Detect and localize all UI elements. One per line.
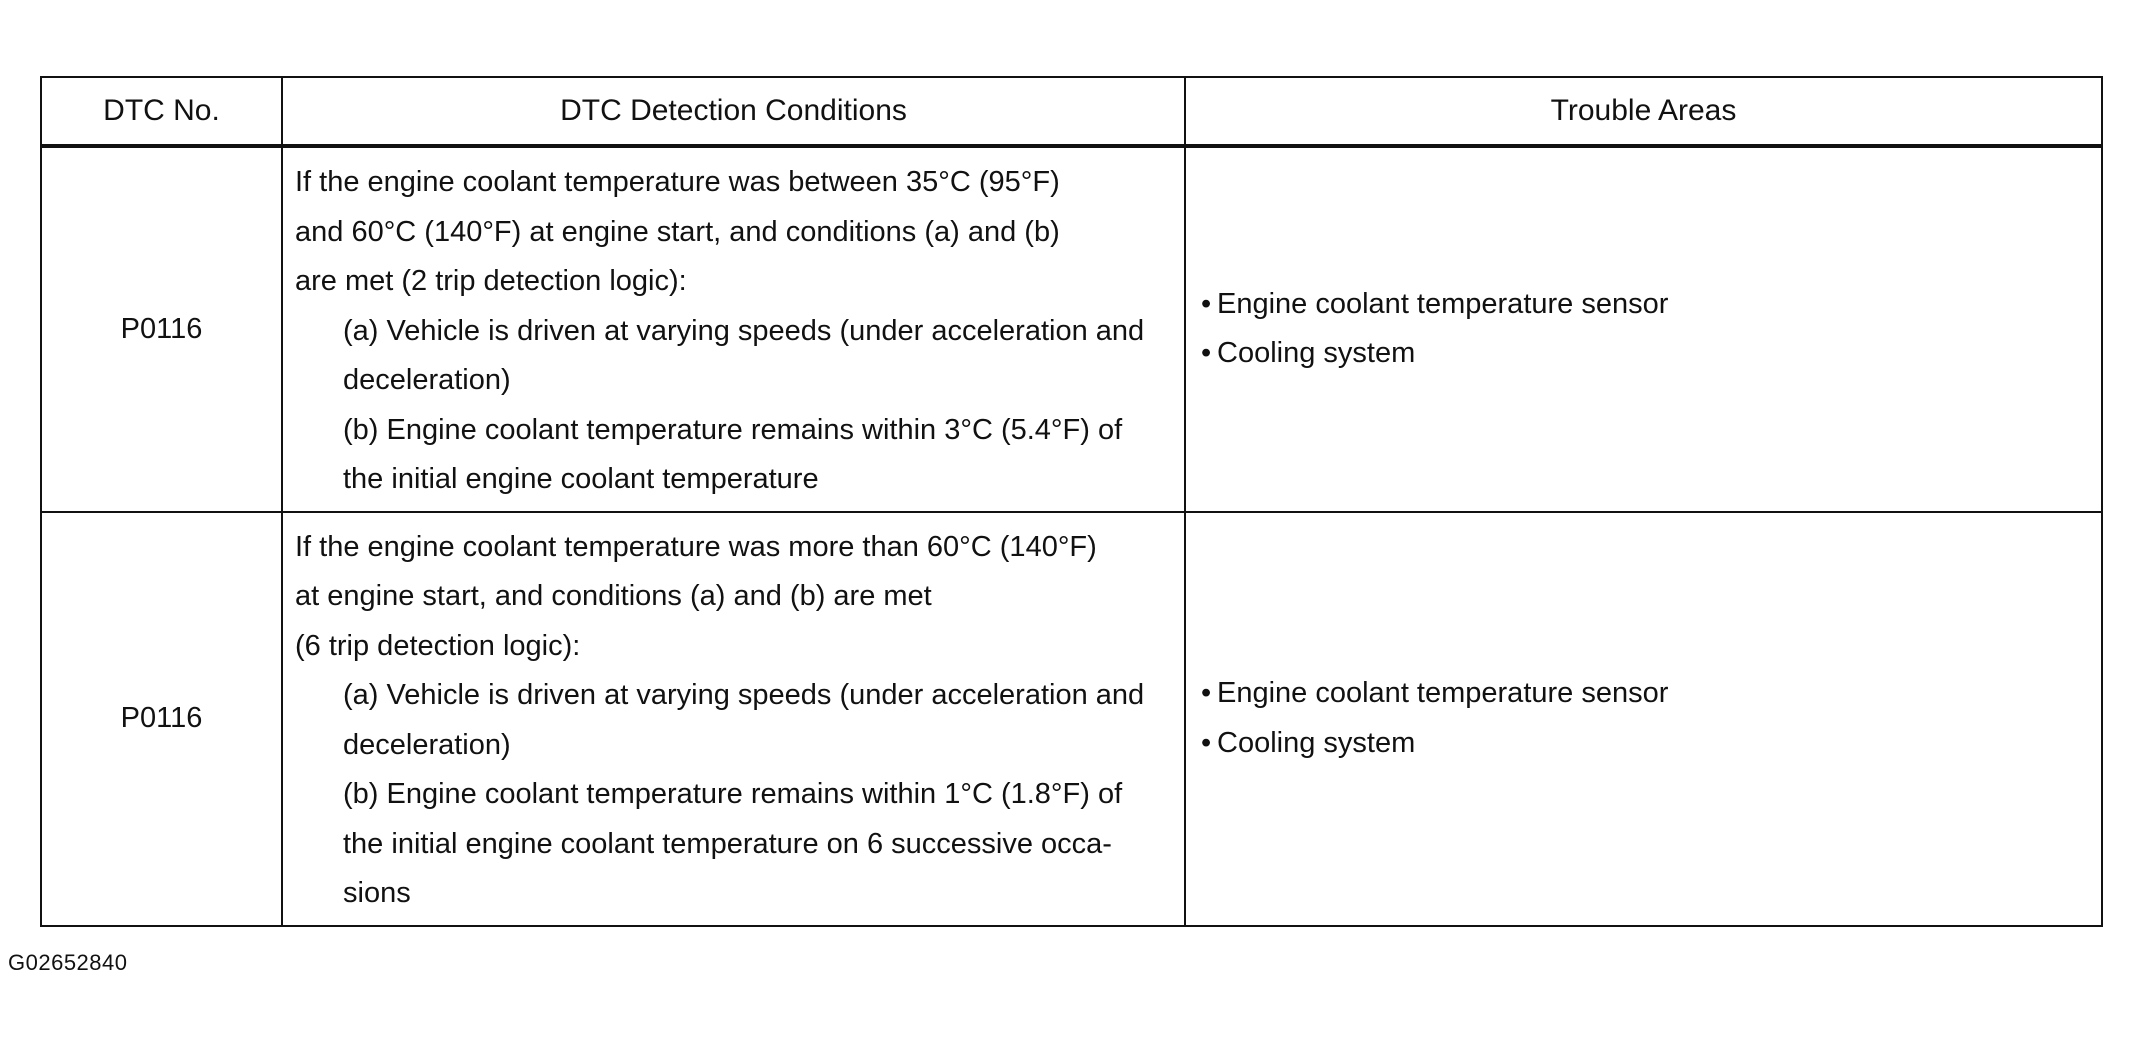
table-row (41, 146, 2102, 512)
trouble-area-item (1201, 329, 2101, 379)
bullet-icon: • (1201, 677, 1212, 709)
condition-item-b (295, 770, 1172, 919)
condition-line: (a) Vehicle is driven at varying speeds (under acceleration and (343, 314, 1145, 347)
trouble-area-item (1201, 280, 2101, 330)
condition-intro-line: and 60°C (140°F) at engine start, and conditions (a) and (b) (295, 215, 1060, 248)
dtc-code: P0116 (41, 512, 282, 926)
trouble-areas-cell (1185, 512, 2102, 926)
condition-item-a (295, 671, 1172, 770)
header-trouble-areas: Trouble Areas (1185, 77, 2102, 146)
condition-line: deceleration) (343, 364, 511, 396)
condition-intro-line: If the engine coolant temperature was more than 60°C (140°F) (295, 530, 1097, 563)
condition-line: sions (343, 877, 411, 909)
trouble-area-item (1201, 669, 2101, 719)
condition-intro-line: at engine start, and conditions (a) and (b) are met (295, 580, 932, 612)
condition-item-b (295, 406, 1172, 505)
header-dtc-no: DTC No. (41, 77, 282, 146)
bullet-icon: • (1201, 726, 1212, 759)
trouble-area-label: Cooling system (1217, 337, 1416, 370)
trouble-areas-cell (1185, 146, 2102, 512)
detection-conditions-cell (282, 512, 1185, 926)
condition-intro-line: are met (2 trip detection logic): (295, 265, 687, 297)
detection-conditions-cell (282, 146, 1185, 512)
dtc-code: P0116 (41, 146, 282, 512)
table-row (41, 512, 2102, 926)
condition-line: (b) Engine coolant temperature remains within 3°C (5.4°F) of (343, 413, 1123, 446)
trouble-area-label: Cooling system (1217, 726, 1416, 759)
condition-line: the initial engine coolant temperature (343, 463, 819, 495)
condition-intro-line: If the engine coolant temperature was between 35°C (95°F) (295, 166, 1060, 198)
condition-line: (b) Engine coolant temperature remains within 1°C (1.8°F) of (343, 778, 1123, 810)
figure-id: G02652840 (8, 950, 128, 975)
condition-line: deceleration) (343, 728, 511, 761)
header-detection-conditions: DTC Detection Conditions (282, 77, 1185, 146)
trouble-area-label: Engine coolant temperature sensor (1217, 287, 1669, 320)
condition-line: (a) Vehicle is driven at varying speeds (under acceleration and (343, 679, 1145, 711)
condition-line: the initial engine coolant temperature on 6 successive occa- (343, 827, 1112, 860)
table-header-row (41, 77, 2102, 146)
trouble-area-item (1201, 719, 2101, 769)
dtc-table (40, 76, 2103, 927)
condition-intro-line: (6 trip detection logic): (295, 629, 581, 662)
bullet-icon: • (1201, 287, 1212, 320)
bullet-icon: • (1201, 337, 1212, 370)
condition-item-a (295, 307, 1172, 406)
trouble-area-label: Engine coolant temperature sensor (1217, 677, 1669, 709)
